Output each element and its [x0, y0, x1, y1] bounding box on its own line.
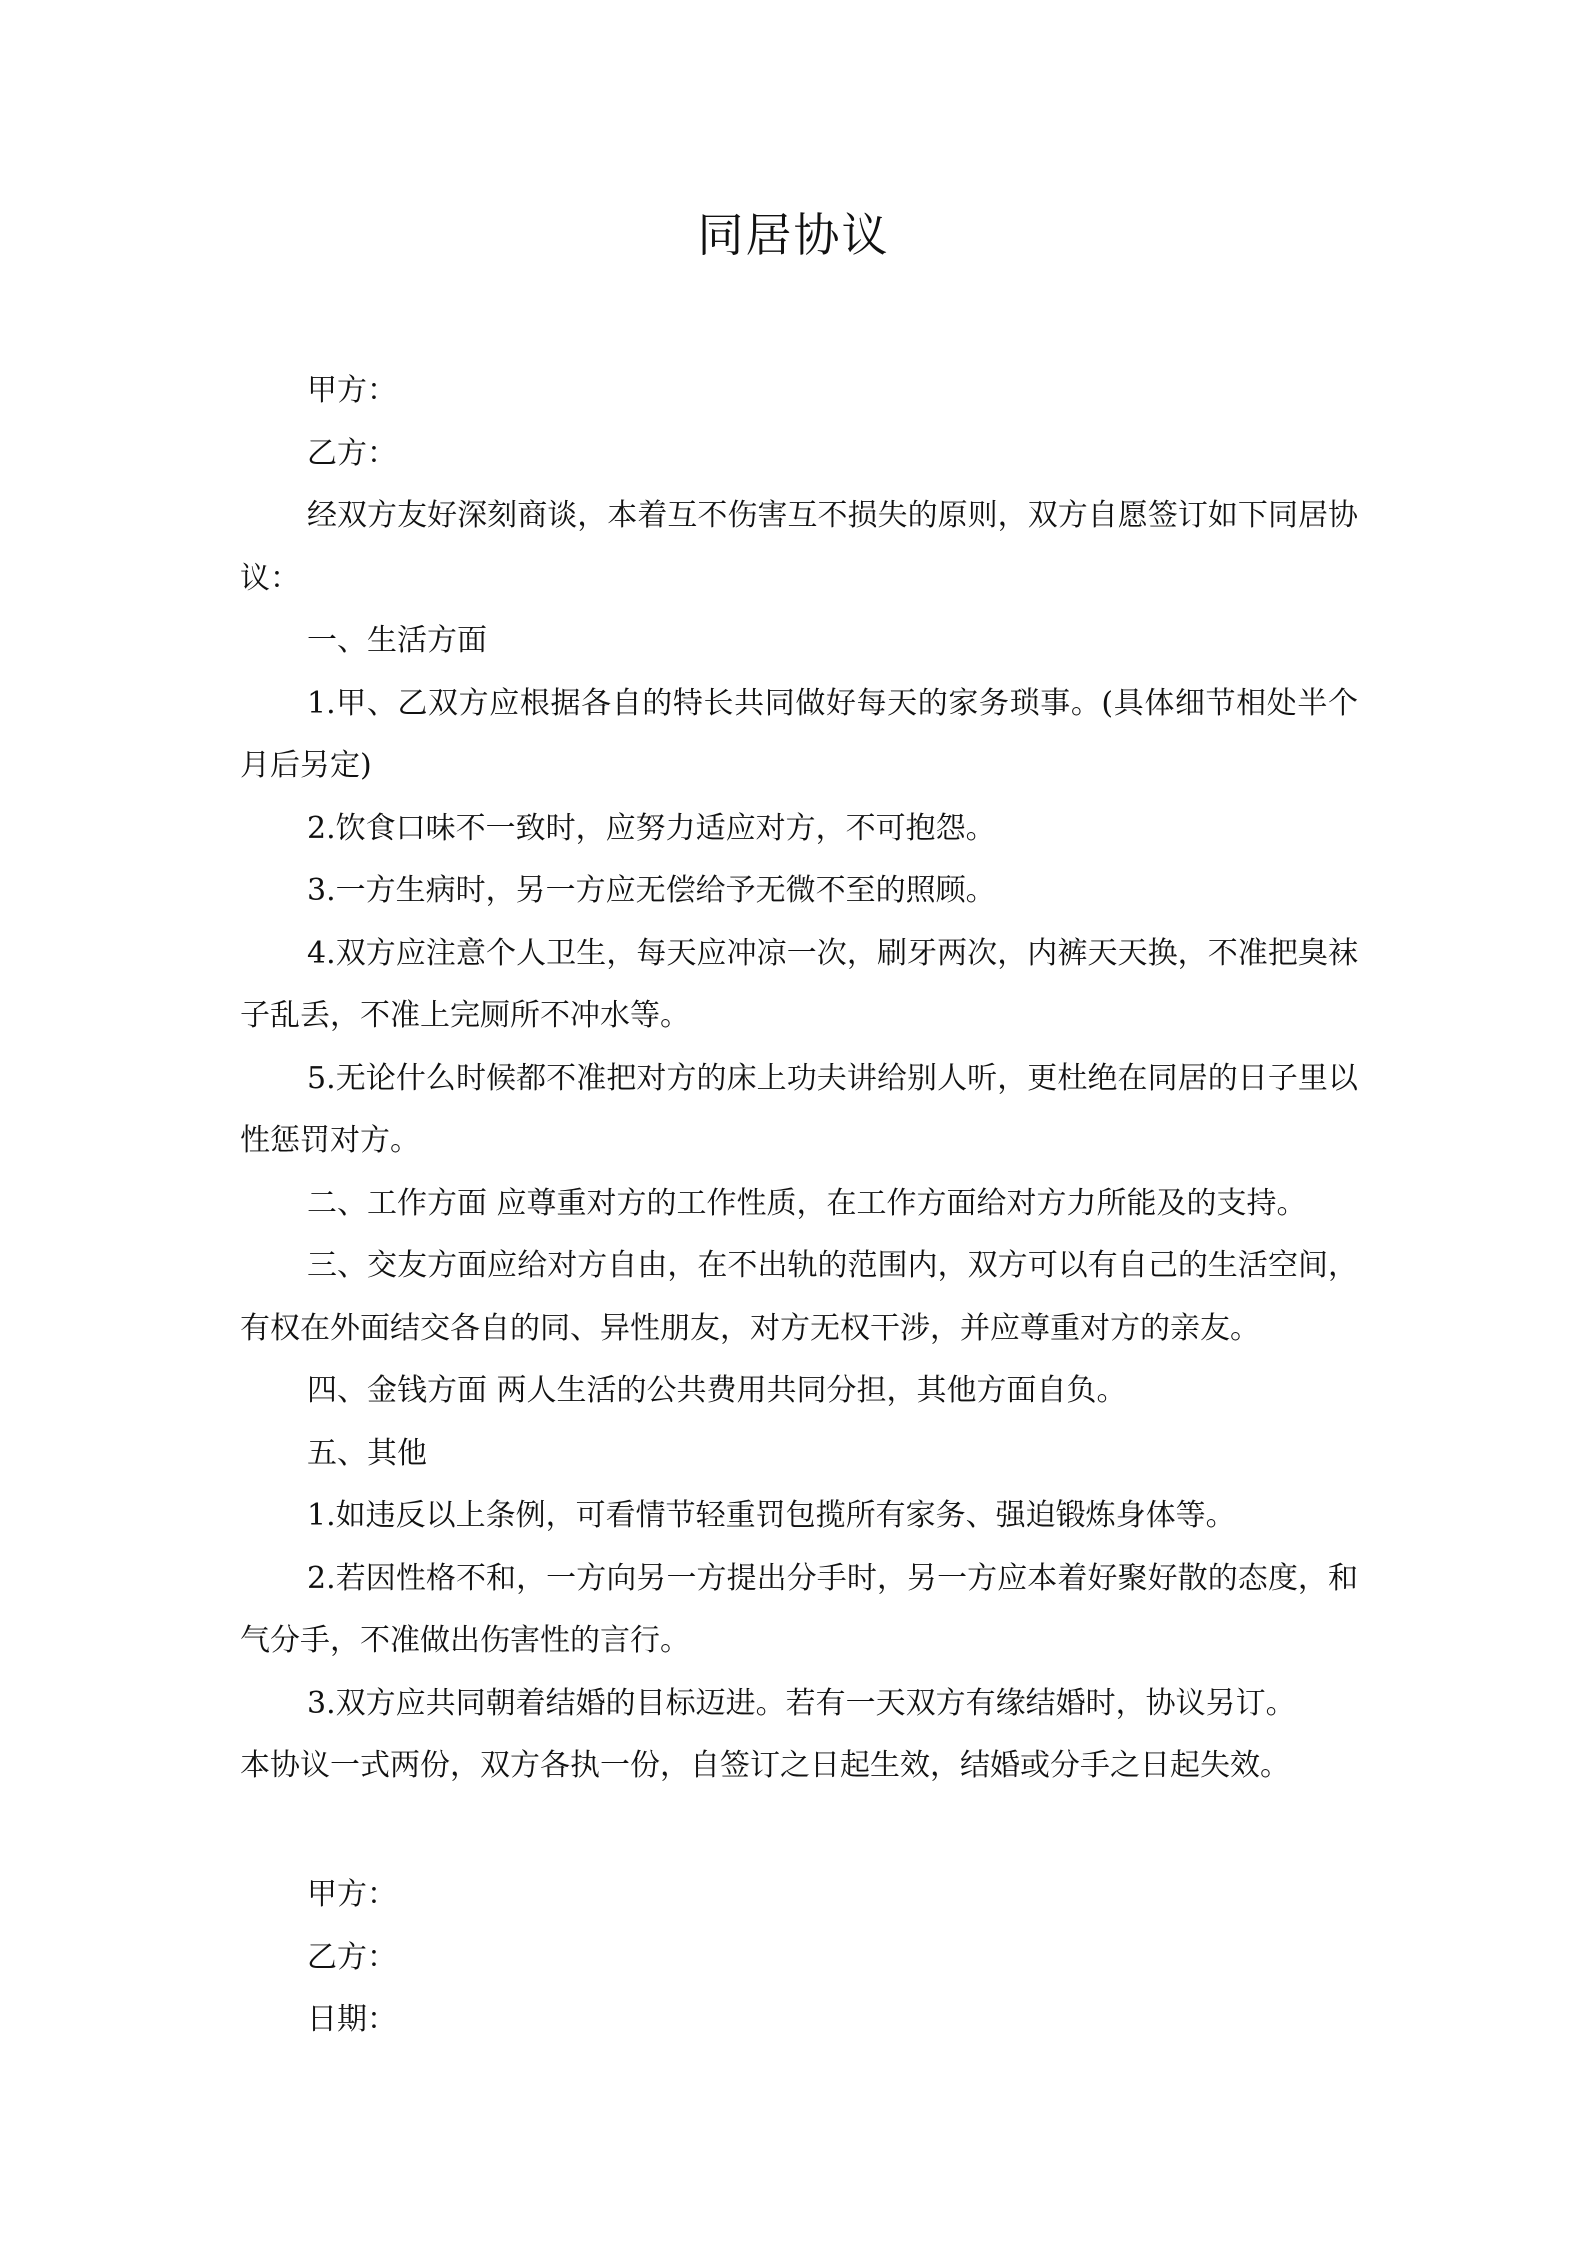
- section-1-item-3: 3.一方生病时，另一方应无偿给予无微不至的照顾。: [307, 873, 996, 908]
- section-2-paragraph: 二、工作方面 应尊重对方的工作性质，在工作方面给对方力所能及的支持。: [307, 1185, 1307, 1221]
- section-1-item-2: 2.饮食口味不一致时，应努力适应对方，不可抱怨。: [307, 810, 996, 846]
- closing-line: 本协议一式两份，双方各执一份，自签订之日起生效，结婚或分手之日起失效。: [240, 1748, 1290, 1783]
- section-3-paragraph: 三、交友方面应给对方自由，在不出轨的范围内，双方可以有自己的生活空间，有权在外面结交各自的同、异性朋友，对方无权干涉，并应尊重对方的亲友。: [240, 1248, 1358, 1346]
- section-5-item-1: 1.如违反以上条例，可看情节轻重罚包揽所有家务、强迫锻炼身体等。: [307, 1498, 1236, 1533]
- document-title: 同居协议: [697, 208, 890, 262]
- party-b-label: 乙方：: [307, 435, 397, 471]
- party-a-label: 甲方：: [307, 373, 397, 408]
- intro-paragraph: 经双方友好深刻商谈，本着互不伤害互不损失的原则，双方自愿签订如下同居协议：: [240, 498, 1358, 596]
- signature-party-a-label: 甲方：: [307, 1877, 397, 1912]
- section-1-heading: 一、生活方面: [307, 623, 487, 658]
- signature-date-label: 日期：: [307, 2002, 397, 2037]
- section-1-item-1: 1.甲、乙双方应根据各自的特长共同做好每天的家务琐事。(具体细节相处半个月后另定): [240, 685, 1358, 783]
- section-5-item-2: 2.若因性格不和，一方向另一方提出分手时，另一方应本着好聚好散的态度，和气分手，不准做出伤害性的言行。: [240, 1560, 1358, 1658]
- section-5-heading: 五、其他: [307, 1435, 427, 1471]
- section-1-item-5: 5.无论什么时候都不准把对方的床上功夫讲给别人听，更杜绝在同居的日子里以性惩罚对方。: [240, 1060, 1358, 1158]
- document-body: [240, 360, 1358, 1798]
- signature-party-b-label: 乙方：: [307, 1939, 397, 1975]
- section-5-item-3: 3.双方应共同朝着结婚的目标迈进。若有一天双方有缘结婚时，协议另订。: [307, 1685, 1296, 1721]
- section-4-paragraph: 四、金钱方面 两人生活的公共费用共同分担，其他方面自负。: [307, 1373, 1127, 1408]
- section-1-item-4: 4.双方应注意个人卫生，每天应冲凉一次，刷牙两次，内裤天天换，不准把臭袜子乱丢，不准上完厕所不冲水等。: [240, 935, 1358, 1033]
- signature-block: [240, 1864, 1358, 2052]
